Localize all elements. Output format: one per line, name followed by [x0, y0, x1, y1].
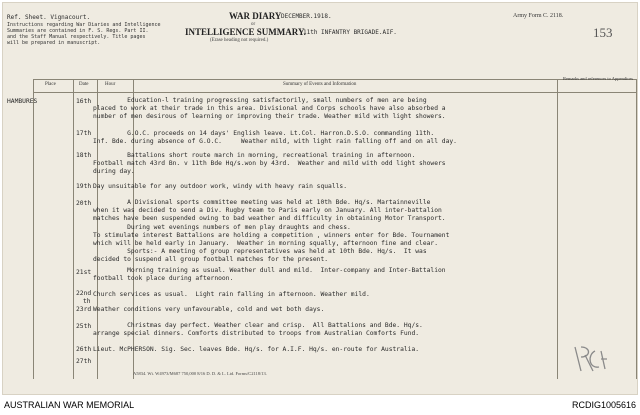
unit-name: 11th INFANTRY BRIGADE.AIF. — [303, 29, 397, 36]
entry-text: Church services as usual. Light rain falling in afternoon. Weather mild. — [93, 291, 370, 298]
footer-id: RCDIG1005616 — [571, 400, 636, 410]
ref-sheet: Ref. Sheet. Vignacourt. — [7, 14, 91, 21]
footer-bar — [0, 395, 640, 415]
entry-date: 26th — [76, 346, 92, 353]
diary-sheet — [2, 2, 638, 395]
war-diary-title: WAR DIARY — [229, 11, 282, 21]
army-form-label: Army Form C. 2118. — [513, 13, 564, 19]
entry-text: Education-l training progressing satisfactorily, small numbers of men are being placed to work at their trade in this area. Divisional and Corps schools have also absorbed a number of men desirous of learning or improving their trade. Weather mild with light showers. — [93, 97, 446, 121]
month-label: DECEMBER.1918. — [281, 13, 332, 20]
entry-date: 20th — [76, 200, 92, 207]
instruction-line: Instructions regarding War Diaries and Intelligence — [7, 22, 161, 28]
instruction-line: and the Staff Manual respectively. Title pages — [7, 34, 146, 40]
entry-text: Day unsuitable for any outdoor work, windy with heavy rain squalls. — [93, 183, 348, 190]
entry-date: 21st — [76, 269, 92, 276]
col-header-place: Place — [45, 82, 56, 87]
entry-text: Morning training as usual. Weather dull and mild. Inter-company and Inter-Battalion football took place during afternoon. — [93, 267, 446, 283]
column-divider — [636, 79, 637, 379]
entry-date: 16th — [76, 98, 92, 105]
place-name: HAMBURES — [7, 98, 38, 105]
page-number: 153 — [593, 25, 613, 40]
col-header-summary: Summary of Events and Information — [283, 82, 357, 87]
entry-text: Battalions short route march in morning, recreational training in afternoon. Football match 43rd Bn. v 11th Bde Hq/s.won by 43rd. Weather and mild with odd light showers during day. — [93, 152, 446, 176]
col-header-hour: Hour — [105, 82, 116, 87]
instruction-line: will be prepared in manuscript. — [7, 40, 101, 46]
column-divider — [33, 79, 34, 379]
entry-date: 19th — [76, 183, 92, 190]
entry-date: th — [83, 298, 91, 305]
entry-date: 17th — [76, 130, 92, 137]
entry-date: 25th — [76, 323, 92, 330]
entry-date: 18th — [76, 152, 92, 159]
entry-text: G.O.C. proceeds on 14 days' English leave. Lt.Col. Harron.D.S.O. commanding 11th. Inf. Bde. during absence of G.O.C. Weather mild, with light rain falling off and on all day. — [93, 130, 457, 146]
intelligence-summary-title: INTELLIGENCE SUMMARY. — [185, 27, 306, 37]
or-label: or — [251, 22, 256, 27]
col-header-remarks: Remarks and references to Appendices — [563, 76, 633, 81]
entry-text: Christmas day perfect. Weather clear and crisp. All Battalions and Bde. Hq/s. arrange special dinners. Comforts distributed to troops from Australian Comforts Fund. — [93, 322, 423, 338]
handwritten-stamp-mark — [571, 341, 609, 375]
footer-source: AUSTRALIAN WAR MEMORIAL — [4, 400, 135, 410]
col-header-date: Date — [79, 82, 89, 87]
entry-text: A Divisional sports committee meeting was held at 10th Bde. Hq/s. Martainneville when it was decided to send a Div. Rugby team to Paris early on January. All inter-battalion matches have been suspended owing to bad weather and difficulty in obtaining Motor Transport. During wet evenings numbers of men play draughts and chess. To stimulate interest Battalions are holding a competition , winners enter for Bde. Tournament which will be held early in January. Weather in morning squally, afternoon fine and clear. Sports:- A meeting of group representatives was held at 10th Bde. Hq/s. It was decided to suspend all group football matches for the present. — [93, 199, 450, 264]
entry-date: 23rd — [76, 306, 92, 313]
entry-text: Weather conditions very unfavourable, cold and wet both days. — [93, 306, 325, 313]
entry-text: Lieut. McPHERSON. Sig. Sec. leaves Bde. Hq/s. for A.I.F. Hq/s. en-route for Australia. — [93, 346, 420, 353]
entry-date: 27th — [76, 358, 92, 365]
instructions-block — [7, 22, 161, 46]
column-divider — [557, 79, 558, 379]
column-divider — [73, 79, 74, 379]
entry-date: 22nd — [76, 290, 92, 297]
printer-imprint: A5834. Wt. W4973/M687 750,000 8/16 D. D. & L. Ltd. Forms/C2118/13. — [133, 371, 267, 376]
instruction-line: Summaries are contained in F. S. Regs. Part II. — [7, 28, 149, 34]
erase-note: (Erase heading not required.) — [210, 38, 269, 43]
